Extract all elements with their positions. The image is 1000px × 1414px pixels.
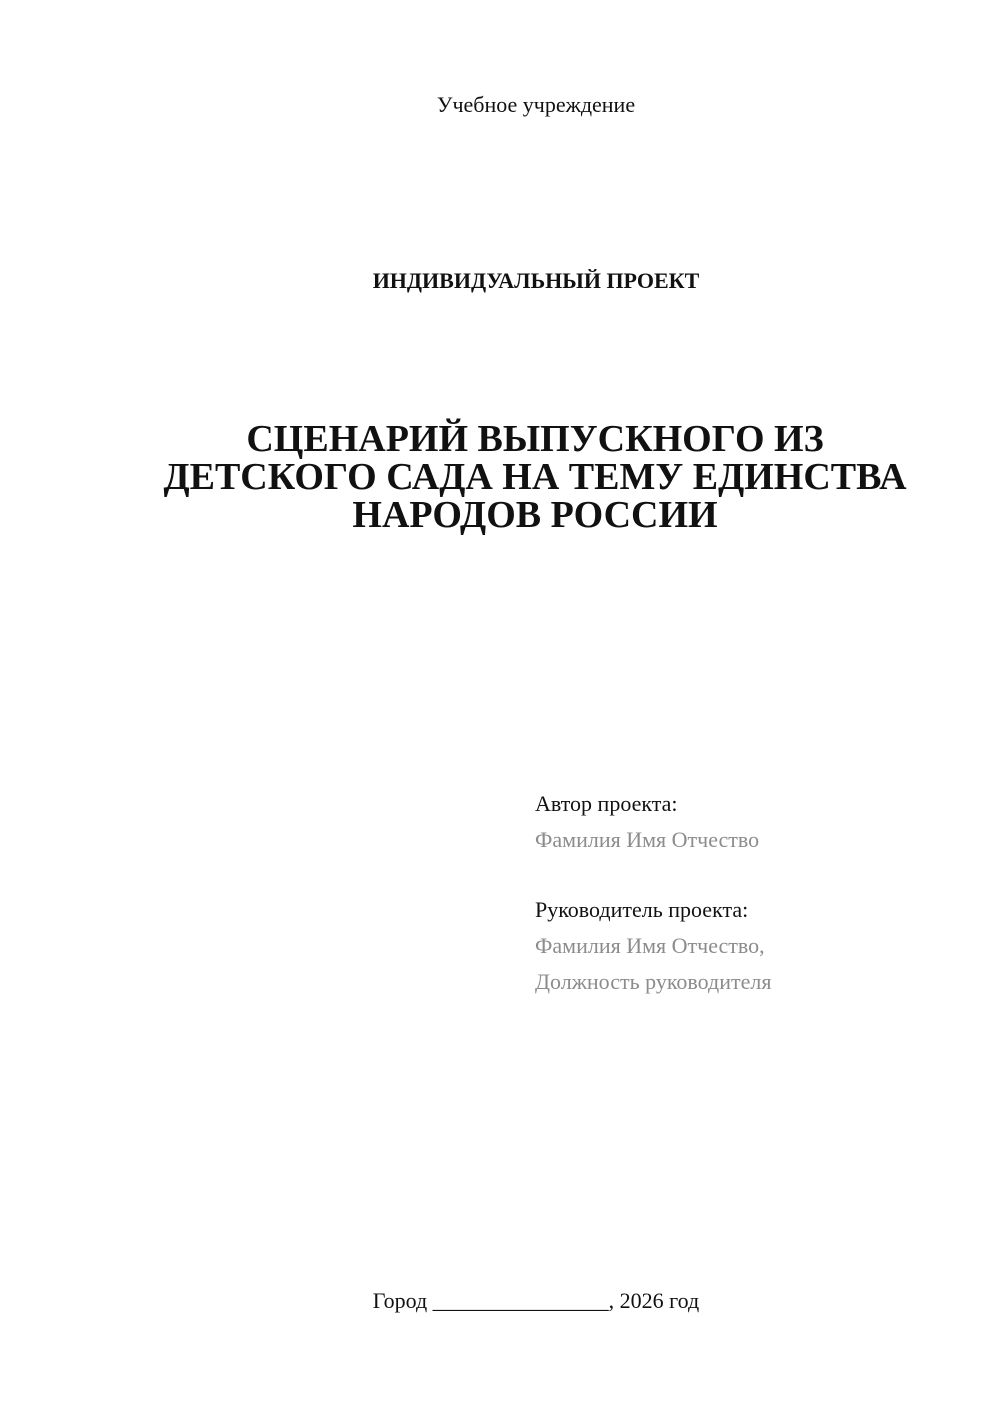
- supervisor-block: [535, 892, 771, 1000]
- author-label: Автор проекта:: [535, 791, 678, 816]
- author-block: [535, 786, 759, 858]
- supervisor-name: Фамилия Имя Отчество,: [535, 933, 765, 958]
- city-label: Город: [372, 1288, 428, 1313]
- supervisor-position: Должность руководителя: [535, 969, 772, 994]
- project-title-line-3: НАРОДОВ РОССИИ: [352, 494, 718, 536]
- city-blank: ________________: [432, 1288, 609, 1313]
- project-title: [140, 420, 930, 534]
- project-title-line-1: СЦЕНАРИЙ ВЫПУСКНОГО ИЗ: [246, 418, 824, 460]
- supervisor-label: Руководитель проекта:: [535, 897, 749, 922]
- document-type: ИНДИВИДУАЛЬНЫЙ ПРОЕКТ: [372, 268, 700, 293]
- city-year-line: [0, 1288, 1000, 1314]
- project-title-line-2: ДЕТСКОГО САДА НА ТЕМУ ЕДИНСТВА: [163, 456, 907, 498]
- institution-name: Учебное учреждение: [436, 92, 636, 117]
- author-name: Фамилия Имя Отчество: [535, 827, 760, 852]
- year-text: , 2026 год: [608, 1288, 700, 1313]
